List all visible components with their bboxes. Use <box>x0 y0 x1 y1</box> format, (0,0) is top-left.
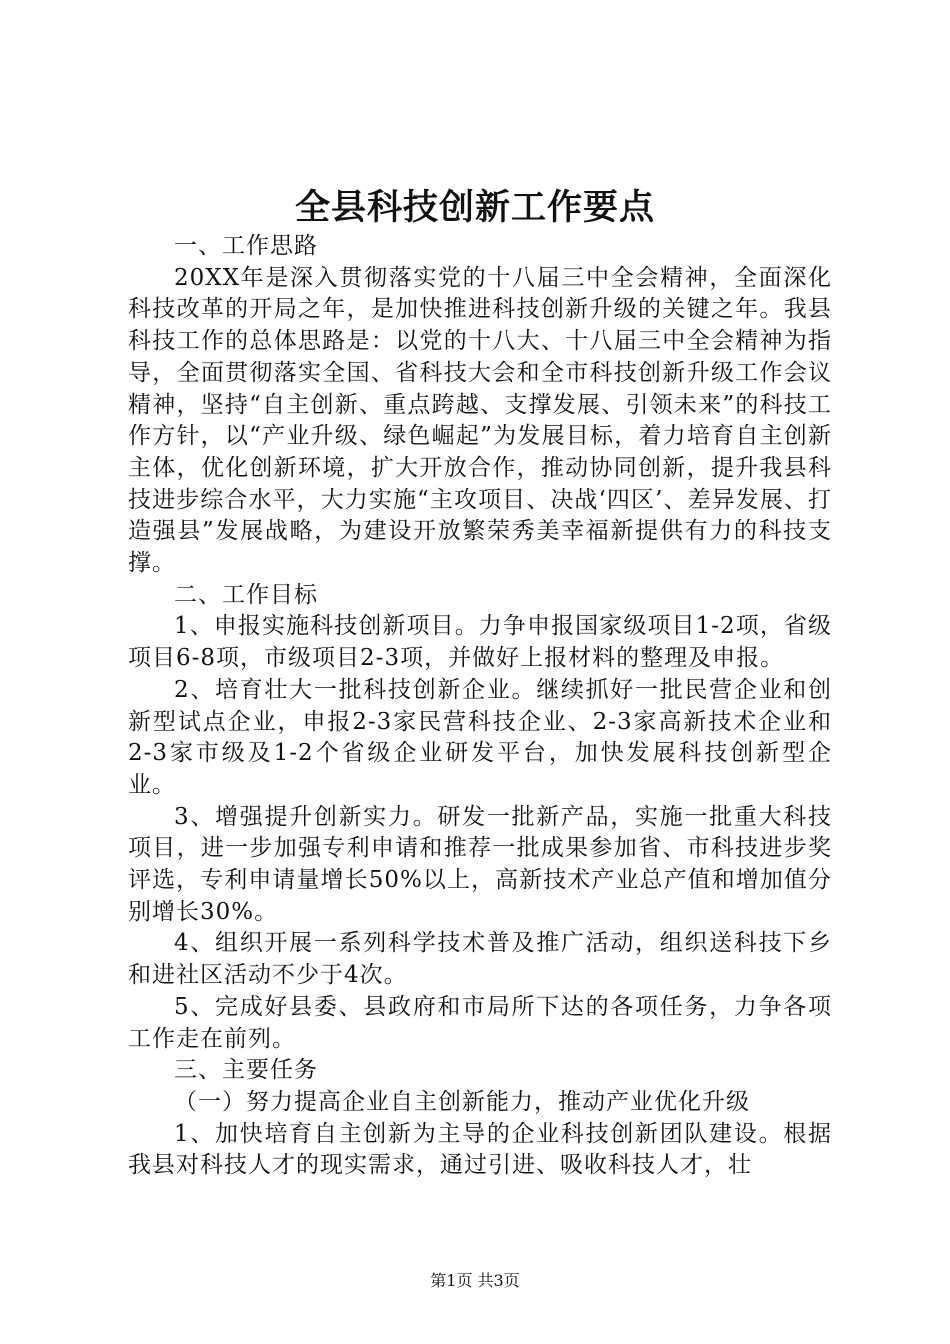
document-body <box>128 231 832 1182</box>
page-footer: 第1页 共3页 <box>430 1271 520 1290</box>
paragraph-goal-3: 3、增强提升创新实力。研发一批新产品，实施一批重大科技项目，进一步加强专利申请和推荐一批成果参加省、市科技进步奖评选，专利申请量增长50%以上，高新技术产业总产值和增加值分别增长30%。 <box>128 803 832 925</box>
document-title: 全县科技创新工作要点 <box>294 187 655 228</box>
paragraph-goal-4: 4、组织开展一系列科学技术普及推广活动，组织送科技下乡和进社区活动不少于4次。 <box>128 930 832 989</box>
paragraph-goal-5: 5、完成好县委、县政府和市局所下达的各项任务，力争各项工作走在前列。 <box>128 993 832 1052</box>
section-heading-work-goals: 二、工作目标 <box>174 581 318 608</box>
paragraph-goal-2: 2、培育壮大一批科技创新企业。继续抓好一批民营企业和创新型试点企业，申报2-3家民营科技企业、2-3家高新技术企业和2-3家市级及1-2个省级企业研发平台，加快发展科技创新型企业。 <box>128 676 832 798</box>
section-heading-work-approach: 一、工作思路 <box>174 233 318 259</box>
paragraph-work-approach: 20XX年是深入贯彻落实党的十八届三中全会精神，全面深化科技改革的开局之年，是加快推进科技创新升级的关键之年。我县科技工作的总体思路是：以党的十八大、十八届三中全会精神为指导，全面贯彻落实全国、省科技大会和全市科技创新升级工作会议精神，坚持“自主创新、重点跨越、支撑发展、引领未来”的科技工作方针，以“产业升级、绿色崛起”为发展目标，着力培育自主创新主体，优化创新环境，扩大开放合作，推动协同创新，提升我县科技进步综合水平，大力实施“主攻项目、决战‘四区’、差异发展、打造强县”发展战略，为建设开放繁荣秀美幸福新提供有力的科技支撑。 <box>128 264 832 577</box>
paragraph-task-1-1: 1、加快培育自主创新为主导的企业科技创新团队建设。根据我县对科技人才的现实需求，通过引进、吸收科技人才，壮 <box>128 1120 832 1179</box>
paragraph-goal-1: 1、申报实施科技创新项目。力争申报国家级项目1-2项，省级项目6-8项，市级项目2-3项，并做好上报材料的整理及申报。 <box>128 613 832 672</box>
subsection-heading-task-1: （一）努力提高企业自主创新能力，推动产业优化升级 <box>174 1088 750 1115</box>
section-heading-main-tasks: 三、主要任务 <box>174 1057 318 1084</box>
